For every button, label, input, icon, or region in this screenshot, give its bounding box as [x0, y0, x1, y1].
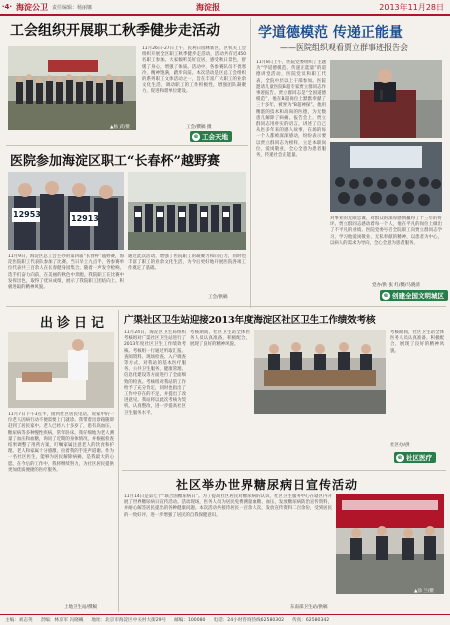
article-4-photo: [8, 332, 114, 408]
e-icon: e: [397, 453, 403, 461]
article-4-byline: 上地卫生站/撰稿: [64, 605, 98, 610]
group-walk-photo: [8, 46, 136, 130]
article-3-photo-audience: [330, 142, 442, 212]
article-6-byline: 东南部卫生站/供稿: [290, 605, 328, 610]
article-2-photo-runners: [8, 172, 124, 250]
masthead-logo: 海淀公卫: [16, 2, 48, 12]
article-5-photo: [254, 330, 386, 414]
article-5-title: 广渠社区卫生站迎接2013年度海淀区社区卫生工作绩效考核: [124, 315, 376, 326]
footer-layout: 责编：林京军 冯晓曦: [40, 618, 84, 623]
article-6-photo-credit: ▲徐 兰/摄: [414, 589, 434, 594]
masthead: [0, 0, 450, 14]
e-icon: e: [193, 132, 199, 140]
footer-editor: 主编：刘志英: [5, 618, 33, 623]
masthead-date: 2013年11月28日: [379, 3, 444, 12]
article-5-body-sidebar: 考核期间，社区卫生站全体医务人员认真准备，积极配合，展现了良好的精神风貌。: [390, 330, 444, 354]
e-icon: e: [383, 291, 389, 299]
article-5-body-cont: 考核期间，社区卫生站全体医务人员认真准备，积极配合，展现了良好的精神风貌。: [190, 330, 250, 348]
article-1-photo: [8, 46, 136, 130]
article-6-photo: [336, 494, 444, 594]
article-3-photo-speaker: [330, 60, 442, 138]
article-1-body: 11月26日-27日上午，民利日园林新区，区机关工会组织开展全区职工秋季健步走活动，活动共有近450名职工参加。大家倾听美好宜居，感受秋日景色，舒缓了身心，增强了体质。活动中，各参赛队员不畏寒冷，精神饱满，踏步向前。本次活动是区总工会组织的系列职工文体活动之一，旨在丰富广大职工的业余文化生活，调动职工的工作积极性，增强团队凝聚力，促进和谐单位建设。: [142, 46, 246, 95]
article-2-body-2: 通过此次活动，增强了医院职工的凝聚力和向心力，同时也丰富了职工的业余文化生活，为今后更好地开展医院各项工作奠定了基础。: [128, 254, 246, 272]
article-6-title: 社区举办世界糖尿病日宣传活动: [176, 478, 359, 492]
masthead-rule: [0, 14, 450, 16]
badge-union: e 工会天地: [190, 131, 232, 142]
article-2-byline: 工会/供稿: [208, 295, 228, 300]
footer-phone: 电话：24小时咨询热线62580302: [213, 618, 285, 623]
article-6-body: 11月14日是第七个“联合国糖尿病日”。为了提高社区居民对糖尿病的认识，社区卫生服务中心在辖区内开展了世界糖尿病日宣传活动。活动现场，医务人员为居民免费测量血糖、血压，发放糖尿病防治宣传资料，并耐心解答居民提出的各种健康问题。本次活动共接待居民一百余人次，发放宣传资料二百余份，受到居民的一致好评，进一步增强了居民的自我保健意识。: [124, 494, 332, 518]
article-5-byline: 社区办/供: [390, 443, 410, 448]
article-1-photo-credit: ▲杨 武/摄: [110, 125, 130, 130]
article-2-photo-group: [128, 172, 246, 250]
footer-fax: 传真：62580342: [292, 618, 330, 623]
article-4-body: 11月7日下午3点半，接到社区居民电话，说家中的一位老人因病行动不便需要上门就诊。我带着出诊箱随即赶到了居民家中。老人已经八十多岁了，患有高血压、糖尿病等多种慢性疾病，常年卧床。我仔细地为老人测量了血压和血糖，询问了近期的身体情况，并根据检查结果调整了用药方案，叮嘱家属注意老人的饮食和护理。老人和家属十分感激，拉着我的手连声道谢。作为一名社区医生，能够为居民解除病痛，是我最大的心愿。在今后的工作中，我将继续努力，为社区居民提供更加优质便捷的医疗服务。: [8, 412, 114, 473]
article-3-title: 学道德模范 传递正能量: [258, 25, 403, 41]
article-3-subtitle: ——医院组织观看贾立群事迹报告会: [280, 43, 408, 52]
article-5-body: 11月24日，海淀区卫生局组织考核组对广渠社区卫生站进行了2013年度社区卫生工作绩效考核。考核组一行通过听取汇报、查阅资料、现场检查、入户调查等方式，对我站的基本医疗服务、公共卫生服务、健康管理、信息化建设等方面进行了全面细致的检查。考核组对我站的工作给予了充分肯定，同时也指出了工作中存在的不足，并提出了改进意见。我站将以此次考核为契机，认真整改，进一步提高社区卫生服务水平。: [124, 330, 186, 416]
article-1-title: 工会组织开展职工秋季健步走活动: [10, 23, 220, 39]
page-footer: [0, 614, 450, 625]
article-4-title: 出诊日记: [40, 316, 109, 331]
badge-civilized-city: e 创建全国文明城区: [380, 290, 448, 301]
bib-number-1: 12953: [13, 210, 41, 219]
badge-community-medical: e 社区医疗: [394, 452, 436, 463]
masthead-paper: 海淀报: [196, 3, 220, 12]
article-2-body: 11月9日，海淀区总工会主办的第四届“长春杯”越野赛，海淀医院职工代表队参加了比赛。当日早上九点半，各参赛单位代表共三百余人在长春健身园集合，随着一声发令枪响，选手们奋力向前，在美丽的秋色中奔跑。我院职工在比赛中发挥出色，取得了优异成绩，展示了我院职工团结向上、积极进取的精神风貌。: [8, 254, 124, 291]
article-3-body-2: 对事业的无限忠诚，对群众的深厚感情赢得了十三年的好评。贾立群同志感动着每一个人，他在平凡的岗位上做出了不平凡的业绩。医院党委号召全院职工向贾立群同志学习，学习他爱岗敬业、无私奉献的精神，以患者为中心，以病人的需求为导向，全心全意为患者服务。: [330, 216, 442, 246]
article-3-body: 11月8日上午，医院党委组织了主题为“学道德模范、传递正能量”的道德讲堂活动，医院党员和职工代表，全院中层以上干部参加。医院邀请儿童医院B超专家贾立群同志作事迹报告。贾立群同志是“全国道德模范”，他在B超岗位上默默奉献了三十多年，被誉为“B超神探”。他用精湛的技术和高尚的医德，为无数患儿解除了病痛。报告会上，贾立群同志用朴实的语言，讲述了自己从医多年来的感人故事，在场的每一个人都被深深感动，纷纷表示要以贾立群同志为榜样，立足本职岗位，爱岗敬业，全心全意为患者服务，传递社会正能量。: [256, 60, 326, 159]
page-number: ·4·: [1, 3, 13, 11]
article-3-byline: 党办/供 张 红/摄/马晓清: [372, 283, 420, 288]
article-2-title: 医院参加海淀区职工“长春杯”越野赛: [10, 154, 220, 169]
bib-number-2: 12913: [71, 214, 99, 223]
article-1-byline: 工会/撰稿 摄: [186, 125, 212, 130]
masthead-editor: 责任编辑：杨丽娜: [52, 4, 93, 11]
footer-postcode: 邮编：100080: [174, 618, 206, 623]
footer-address: 地址：北京市海淀区中关村大街29号: [91, 618, 167, 623]
